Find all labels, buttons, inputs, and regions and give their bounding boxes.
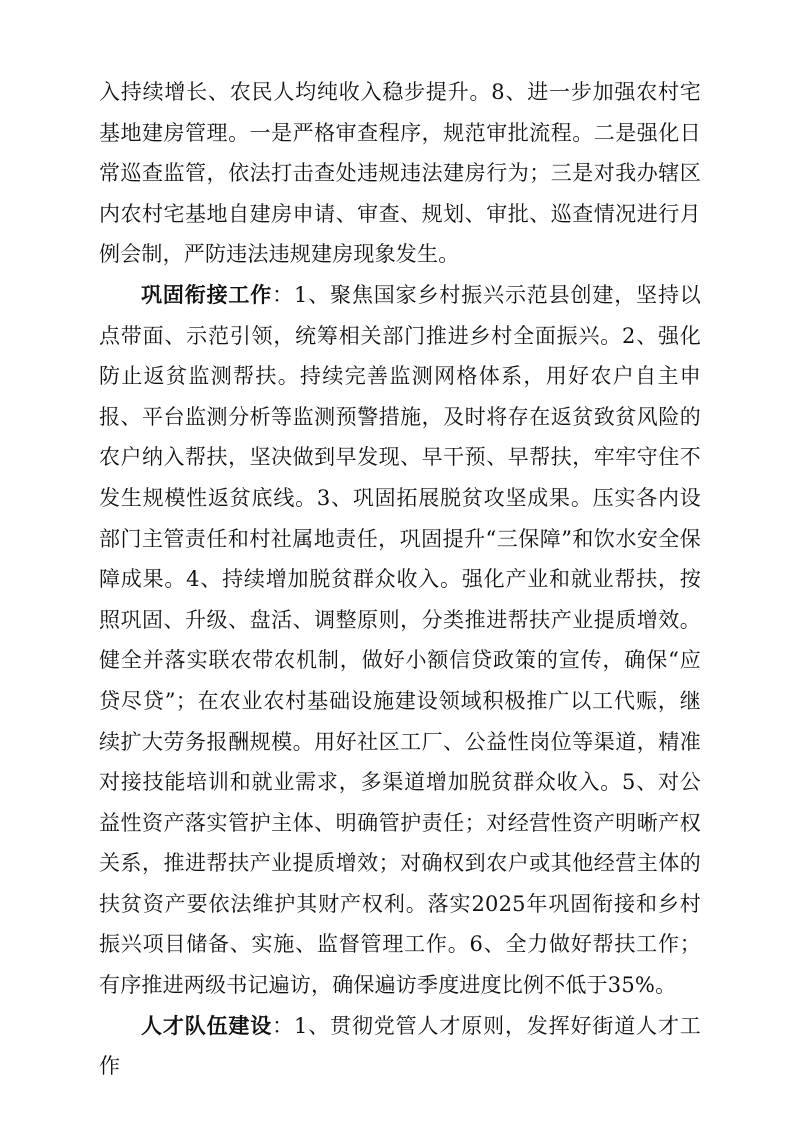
paragraph-heading: 人才队伍建设 bbox=[141, 1012, 273, 1038]
paragraph-talent-team bbox=[99, 1006, 701, 1087]
paragraph-consolidation-work bbox=[99, 275, 701, 1006]
paragraph-continuation bbox=[99, 72, 701, 275]
paragraph-heading: 巩固衔接工作 bbox=[141, 281, 273, 307]
document-body bbox=[99, 72, 701, 1087]
paragraph-text: ：1、聚焦国家乡村振兴示范县创建，坚持以点带面、示范引领，统筹相关部门推进乡村全面振兴。2、强化防止返贫监测帮扶。持续完善监测网格体系，用好农户自主申报、平台监测分析等监测预警措施，及时将存在返贫致贫风险的农户纳入帮扶，坚决做到早发现、早干预、早帮扶，牢牢守住不发生规模性返贫底线。3、巩固拓展脱贫攻坚成果。压实各内设部门主管责任和村社属地责任，巩固提升“三保障”和饮水安全保障成果。4、持续增加脱贫群众收入。强化产业和就业帮扶，按照巩固、升级、盘活、调整原则，分类推进帮扶产业提质增效。健全并落实联农带农机制，做好小额信贷政策的宣传，确保“应贷尽贷”；在农业农村基础设施建设领域积极推广以工代赈，继续扩大劳务报酬规模。用好社区工厂、公益性岗位等渠道，精准对接技能培训和就业需求，多渠道增加脱贫群众收入。5、对公益性资产落实管护主体、明确管护责任；对经营性资产明晰产权关系，推进帮扶产业提质增效；对确权到农户或其他经营主体的扶贫资产要依法维护其财产权利。落实2025年巩固衔接和乡村振兴项目储备、实施、监督管理工作。6、全力做好帮扶工作；有序推进两级书记遍访，确保遍访季度进度比例不低于35%。 bbox=[99, 282, 702, 998]
paragraph-text: ：1、贯彻党管人才原则，发挥好街道人才工作 bbox=[99, 1013, 702, 1079]
paragraph-text: 入持续增长、农民人均纯收入稳步提升。8、进一步加强农村宅基地建房管理。一是严格审查程序，规范审批流程。二是强化日常巡查监管，依法打击查处违规违法建房行为；三是对我办辖区内农村宅基地自建房申请、审查、规划、审批、巡查情况进行月例会制，严防违法违规建房现象发生。 bbox=[99, 80, 701, 267]
